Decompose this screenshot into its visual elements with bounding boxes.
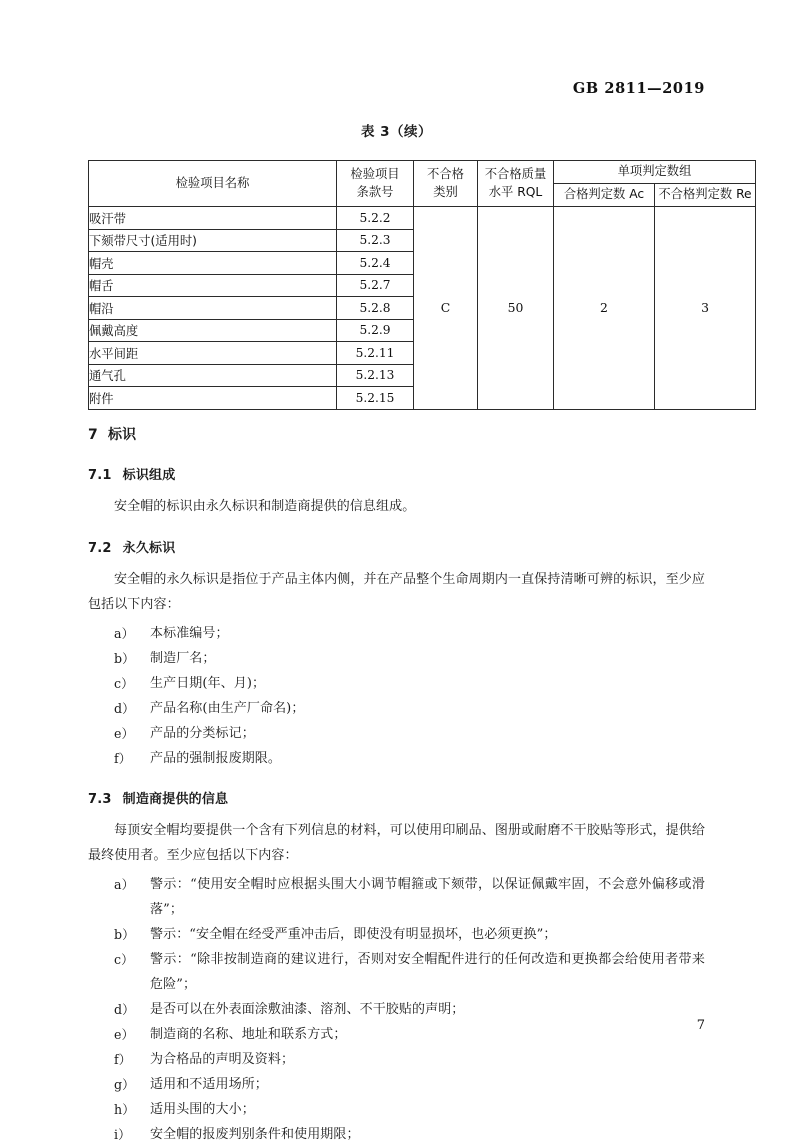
cell-clause-no: 5.2.11 [337,342,414,365]
list-item [88,872,705,922]
list-item-text: 为合格品的声明及资料； [150,1052,295,1067]
list-item-marker: b） [114,651,135,666]
header-judgment-group: 单项判定数组 [554,161,756,184]
cell-item-name: 帽壳 [89,252,337,275]
section-heading-7 [88,424,705,444]
cell-item-name: 佩戴高度 [89,319,337,342]
list-item-marker: c） [114,952,134,967]
cell-clause-no: 5.2.15 [337,387,414,410]
cell-clause-no: 5.2.13 [337,364,414,387]
table-body [89,207,756,410]
header-clause-no-line2: 条款号 [356,184,394,199]
list-item [88,997,705,1022]
list-item [88,746,705,771]
cell-clause-no: 5.2.2 [337,207,414,230]
list-item [88,1022,705,1047]
table-caption: 表 3（续） [360,124,433,140]
list-item-marker: d） [114,1002,135,1017]
standard-code-header: GB 2811—2019 [572,80,705,97]
document-body [88,424,705,1147]
table-header [89,161,756,207]
section-heading-7-1 [88,464,705,483]
section-7-1-title: 标识组成 [122,468,176,483]
page-number: 7 [696,1018,705,1033]
section-7-2-list [88,621,705,771]
header-defect-category [414,161,478,207]
list-item [88,671,705,696]
section-7-3-number: 7.3 [88,792,112,807]
list-item-text: 适用和不适用场所； [150,1077,268,1092]
section-7-title: 标识 [107,427,137,443]
section-7-number: 7 [88,427,98,443]
section-7-2-title: 永久标识 [122,541,176,556]
section-7-2-number: 7.2 [88,541,112,556]
header-item-name: 检验项目名称 [89,161,337,207]
list-item-marker: a） [114,877,135,892]
cell-item-name: 吸汗带 [89,207,337,230]
cell-item-name: 下颏带尺寸(适用时) [89,229,337,252]
list-item-text: 安全帽的报废判别条件和使用期限； [150,1127,360,1142]
list-item-text: 产品的强制报废期限。 [150,751,282,766]
header-rql-line1: 不合格质量 [484,166,547,181]
header-reject-number: 不合格判定数 Re [655,184,756,207]
list-item-text: 产品名称(由生产厂命名)； [150,701,305,716]
cell-rql: 50 [478,207,554,410]
section-7-1-number: 7.1 [88,468,112,483]
list-item-text: 制造商的名称、地址和联系方式； [150,1027,347,1042]
section-7-2-paragraph: 安全帽的永久标识是指位于产品主体内侧，并在产品整个生命周期内一直保持清晰可辨的标识，至少应包括以下内容： [88,572,705,612]
list-item-marker: g） [114,1077,135,1092]
list-item-text: 警示：“除非按制造商的建议进行，否则对安全帽配件进行的任何改造和更换都会给使用者带来危险”； [150,952,705,992]
list-item-text: 适用头围的大小； [150,1102,255,1117]
table-header-row-1 [89,161,756,184]
list-item-text: 是否可以在外表面涂敷油漆、溶剂、不干胶贴的声明； [150,1002,465,1017]
list-item-text: 本标准编号； [150,626,229,641]
list-item-text: 警示：“安全帽在经受严重冲击后，即使没有明显损坏，也必须更换”； [150,927,557,942]
list-item [88,646,705,671]
cell-item-name: 水平间距 [89,342,337,365]
list-item-marker: i） [114,1127,131,1142]
cell-item-name: 帽舌 [89,274,337,297]
list-item-marker: b） [114,927,135,942]
list-item [88,1097,705,1122]
cell-clause-no: 5.2.8 [337,297,414,320]
section-7-1-paragraph: 安全帽的标识由永久标识和制造商提供的信息组成。 [114,499,416,514]
cell-clause-no: 5.2.3 [337,229,414,252]
list-item-marker: f） [114,1052,132,1067]
cell-item-name: 帽沿 [89,297,337,320]
list-item-text: 生产日期(年、月)； [150,676,266,691]
cell-item-name: 附件 [89,387,337,410]
section-heading-7-2 [88,537,705,556]
list-item [88,1072,705,1097]
section-7-3-list [88,872,705,1147]
header-accept-number: 合格判定数 Ac [554,184,655,207]
list-item-marker: h） [114,1102,135,1117]
list-item-text: 制造厂名； [150,651,216,666]
header-rql-line2: 水平 RQL [488,184,543,199]
table-row [89,207,756,230]
list-item [88,621,705,646]
header-rql [478,161,554,207]
list-item [88,696,705,721]
section-heading-7-3 [88,788,705,807]
list-item-marker: e） [114,1027,135,1042]
header-clause-no [337,161,414,207]
cell-item-name: 通气孔 [89,364,337,387]
inspection-table-container [88,160,752,410]
list-item-marker: d） [114,701,135,716]
section-7-3-paragraph: 每顶安全帽均要提供一个含有下列信息的材料，可以使用印刷品、图册或耐磨不干胶贴等形式，提供给最终使用者。至少应包括以下内容： [88,823,705,863]
list-item-marker: e） [114,726,135,741]
list-item-text: 产品的分类标记； [150,726,255,741]
header-defect-category-line2: 类别 [433,184,458,199]
list-item-text: 警示：“使用安全帽时应根据头围大小调节帽箍或下颏带，以保证佩戴牢固，不会意外偏移或滑落”； [150,877,705,917]
list-item [88,721,705,746]
list-item [88,1122,705,1147]
cell-reject-number: 3 [655,207,756,410]
cell-clause-no: 5.2.9 [337,319,414,342]
cell-accept-number: 2 [554,207,655,410]
list-item [88,922,705,947]
inspection-table [88,160,756,410]
list-item-marker: f） [114,751,132,766]
section-7-3-title: 制造商提供的信息 [122,792,229,807]
list-item-marker: a） [114,626,135,641]
header-clause-no-line1: 检验项目 [350,166,400,181]
cell-defect-category: C [414,207,478,410]
list-item [88,947,705,997]
list-item [88,1047,705,1072]
header-defect-category-line1: 不合格 [427,166,464,181]
cell-clause-no: 5.2.4 [337,252,414,275]
list-item-marker: c） [114,676,134,691]
cell-clause-no: 5.2.7 [337,274,414,297]
